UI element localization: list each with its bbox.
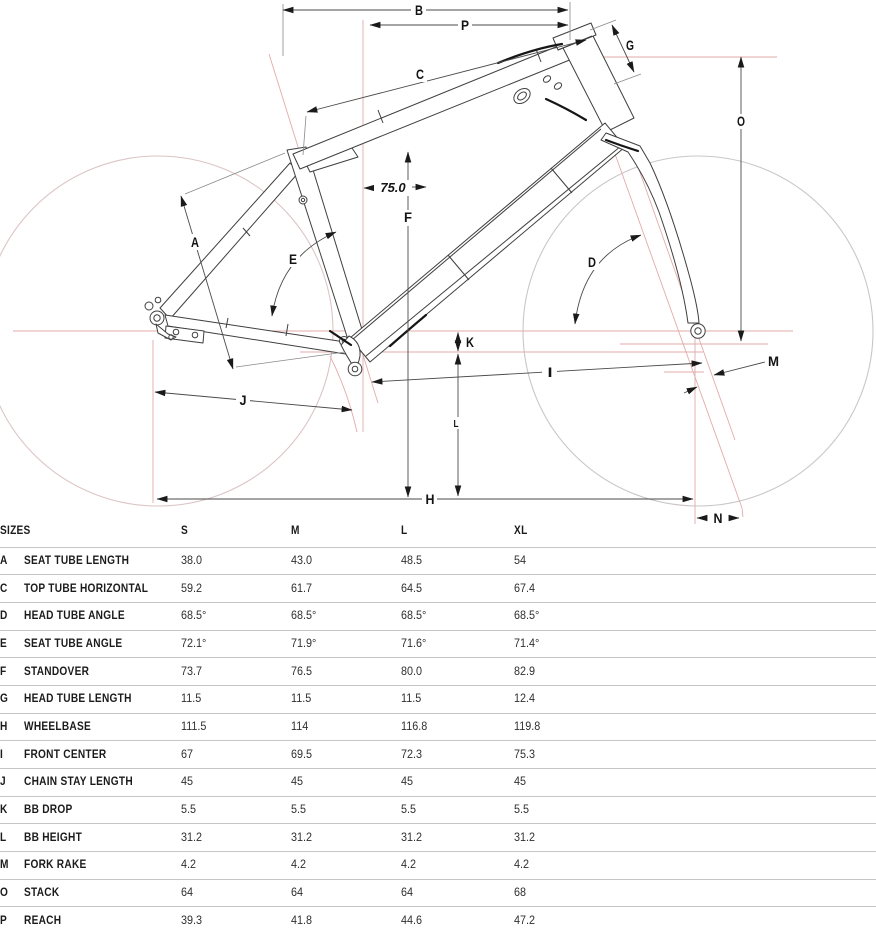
dim-j-line <box>155 392 352 410</box>
row-value <box>181 713 291 741</box>
row-value <box>181 685 291 713</box>
row-value-text: 47.2 <box>514 914 536 927</box>
row-letter-text: E <box>0 637 8 650</box>
row-name-text: SEAT TUBE LENGTH <box>24 554 130 567</box>
row-name-text: SEAT TUBE ANGLE <box>24 637 123 650</box>
row-value <box>291 741 401 769</box>
dim-label-i: I <box>547 364 553 380</box>
row-value <box>401 907 514 934</box>
table-row <box>0 685 876 713</box>
row-letter <box>0 879 24 907</box>
row-name <box>24 741 181 769</box>
col-header-l-label: L <box>401 524 408 537</box>
row-value <box>291 852 401 880</box>
row-value-text: 80.0 <box>401 665 423 678</box>
row-value-text: 39.3 <box>181 914 203 927</box>
row-value <box>181 741 291 769</box>
row-value <box>514 824 876 852</box>
row-value-text: 4.2 <box>181 859 197 872</box>
row-value-text: 31.2 <box>181 831 203 844</box>
dim-label-c: C <box>416 66 424 82</box>
row-value <box>401 879 514 907</box>
dim-d-arc <box>575 235 641 324</box>
col-header-xl-label: XL <box>514 524 528 537</box>
row-value <box>514 630 876 658</box>
row-letter <box>0 769 24 797</box>
row-value-text: 44.6 <box>401 914 423 927</box>
row-letter-text: M <box>0 859 9 872</box>
row-value-text: 68.5° <box>514 610 540 623</box>
table-row <box>0 824 876 852</box>
row-value <box>514 685 876 713</box>
row-name <box>24 879 181 907</box>
row-name-text: FRONT CENTER <box>24 748 107 761</box>
table-row <box>0 769 876 797</box>
row-value-text: 43.0 <box>291 554 313 567</box>
row-name <box>24 713 181 741</box>
col-header-s-label: S <box>181 524 189 537</box>
row-value-text: 59.2 <box>181 582 203 595</box>
table-row <box>0 741 876 769</box>
reference-lines <box>13 20 793 524</box>
row-letter <box>0 575 24 603</box>
table-row <box>0 879 876 907</box>
row-value-text: 5.5 <box>181 804 197 817</box>
sizes-header-label: SIZES <box>0 524 31 537</box>
col-header-xl <box>514 515 876 547</box>
col-header-m-label: M <box>291 524 300 537</box>
row-value <box>401 713 514 741</box>
row-value-text: 12.4 <box>514 693 536 706</box>
row-value-text: 45 <box>401 776 414 789</box>
row-value-text: 41.8 <box>291 914 313 927</box>
row-value <box>514 602 876 630</box>
dim-label-d: D <box>588 254 596 270</box>
row-value-text: 45 <box>514 776 527 789</box>
row-value-text: 45 <box>181 776 194 789</box>
row-name <box>24 575 181 603</box>
row-value-text: 38.0 <box>181 554 203 567</box>
row-value <box>401 575 514 603</box>
row-value-text: 45 <box>291 776 304 789</box>
row-name-text: WHEELBASE <box>24 720 92 733</box>
row-name <box>24 547 181 575</box>
row-value <box>291 796 401 824</box>
row-name-text: BB HEIGHT <box>24 831 83 844</box>
sizes-header-cell <box>0 515 181 547</box>
row-value <box>401 824 514 852</box>
row-value-text: 4.2 <box>401 859 417 872</box>
row-value <box>181 630 291 658</box>
row-name-text: REACH <box>24 914 62 927</box>
row-value <box>291 630 401 658</box>
dim-label-b: B <box>415 2 423 18</box>
row-value <box>514 547 876 575</box>
row-letter <box>0 713 24 741</box>
row-letter-text: A <box>0 554 8 567</box>
row-letter <box>0 547 24 575</box>
row-value-text: 68 <box>514 887 527 900</box>
table-row <box>0 547 876 575</box>
row-name-text: BB DROP <box>24 804 73 817</box>
col-header-l <box>401 515 514 547</box>
row-value <box>291 907 401 934</box>
table-row <box>0 658 876 686</box>
row-value-text: 64 <box>291 887 304 900</box>
dim-label-a: A <box>191 234 199 250</box>
row-value-text: 68.5° <box>181 610 207 623</box>
row-value-text: 31.2 <box>514 831 536 844</box>
row-letter-text: O <box>0 887 9 900</box>
row-value <box>401 658 514 686</box>
row-value <box>514 741 876 769</box>
dim-label-75: 75.0 <box>380 180 406 195</box>
row-letter-text: L <box>0 831 7 844</box>
row-letter <box>0 685 24 713</box>
row-value-text: 11.5 <box>181 693 202 706</box>
down-tube <box>350 123 625 362</box>
row-value <box>181 658 291 686</box>
row-value <box>401 741 514 769</box>
fork <box>601 133 699 323</box>
row-name <box>24 658 181 686</box>
row-value-text: 69.5 <box>291 748 313 761</box>
col-header-m <box>291 515 401 547</box>
row-name <box>24 685 181 713</box>
row-value <box>514 796 876 824</box>
row-value-text: 61.7 <box>291 582 313 595</box>
geometry-table-body <box>0 547 876 934</box>
dim-label-g: G <box>626 37 635 53</box>
row-value-text: 75.3 <box>514 748 536 761</box>
row-value <box>514 658 876 686</box>
row-letter <box>0 741 24 769</box>
row-value-text: 72.3 <box>401 748 423 761</box>
row-letter-text: F <box>0 665 7 678</box>
row-letter <box>0 824 24 852</box>
row-letter-text: H <box>0 720 8 733</box>
row-value-text: 31.2 <box>401 831 423 844</box>
row-value-text: 111.5 <box>181 720 207 733</box>
seat-tube <box>287 147 368 352</box>
row-letter-text: D <box>0 610 8 623</box>
row-value <box>401 852 514 880</box>
row-value <box>514 713 876 741</box>
row-value <box>291 658 401 686</box>
row-name-text: STACK <box>24 887 60 900</box>
dim-label-o: O <box>737 113 746 129</box>
row-value-text: 73.7 <box>181 665 203 678</box>
row-value <box>514 575 876 603</box>
row-value <box>401 769 514 797</box>
row-value <box>514 852 876 880</box>
row-value-text: 5.5 <box>401 804 417 817</box>
row-value-text: 4.2 <box>291 859 307 872</box>
row-value <box>181 769 291 797</box>
row-value-text: 71.9° <box>291 637 317 650</box>
row-value-text: 54 <box>514 554 527 567</box>
geometry-table <box>0 515 876 934</box>
row-letter <box>0 602 24 630</box>
dim-label-m: M <box>768 353 779 369</box>
row-value <box>181 575 291 603</box>
row-value <box>181 879 291 907</box>
row-value-text: 64 <box>181 887 194 900</box>
row-name-text: STANDOVER <box>24 665 90 678</box>
row-value <box>291 879 401 907</box>
row-value-text: 119.8 <box>514 720 541 733</box>
dim-label-f: F <box>404 209 413 225</box>
table-row <box>0 852 876 880</box>
row-name <box>24 602 181 630</box>
row-name <box>24 824 181 852</box>
row-value <box>401 602 514 630</box>
row-letter <box>0 658 24 686</box>
row-letter <box>0 630 24 658</box>
row-value <box>291 575 401 603</box>
row-value <box>514 907 876 934</box>
dim-label-j: J <box>239 392 247 408</box>
dim-label-p: P <box>461 17 469 33</box>
row-value <box>514 769 876 797</box>
table-row <box>0 713 876 741</box>
row-value-text: 4.2 <box>514 859 530 872</box>
table-row <box>0 602 876 630</box>
row-value-text: 82.9 <box>514 665 536 678</box>
row-name <box>24 769 181 797</box>
row-value <box>291 769 401 797</box>
row-name-text: FORK RAKE <box>24 859 87 872</box>
row-value-text: 11.5 <box>401 693 422 706</box>
row-letter-text: I <box>0 748 4 761</box>
row-value <box>401 547 514 575</box>
row-name <box>24 907 181 934</box>
row-value-text: 64.5 <box>401 582 423 595</box>
row-value-text: 114 <box>291 720 309 733</box>
dim-m-leader <box>714 362 765 375</box>
row-value <box>181 602 291 630</box>
row-letter-text: C <box>0 582 8 595</box>
dim-label-k: K <box>466 334 474 350</box>
row-value <box>181 547 291 575</box>
row-value <box>401 796 514 824</box>
row-value <box>291 713 401 741</box>
row-value-text: 71.4° <box>514 637 540 650</box>
table-row <box>0 907 876 934</box>
row-value <box>291 547 401 575</box>
row-name-text: HEAD TUBE LENGTH <box>24 693 132 706</box>
front-axle <box>691 324 705 338</box>
row-name-text: TOP TUBE HORIZONTAL <box>24 582 149 595</box>
row-letter-text: P <box>0 914 8 927</box>
row-value <box>181 796 291 824</box>
row-value <box>401 630 514 658</box>
row-letter-text: G <box>0 693 9 706</box>
row-name-text: HEAD TUBE ANGLE <box>24 610 125 623</box>
row-value <box>291 685 401 713</box>
seat-stay <box>160 163 299 319</box>
row-value-text: 116.8 <box>401 720 428 733</box>
dim-label-e: E <box>289 251 297 267</box>
row-value-text: 5.5 <box>514 804 530 817</box>
col-header-s <box>181 515 291 547</box>
dim-i-line <box>372 363 702 382</box>
geometry-table-header <box>0 515 876 547</box>
table-row <box>0 796 876 824</box>
row-value-text: 11.5 <box>291 693 312 706</box>
top-tube <box>293 42 577 169</box>
row-value <box>181 907 291 934</box>
row-name <box>24 796 181 824</box>
row-value-text: 5.5 <box>291 804 307 817</box>
row-value <box>291 824 401 852</box>
row-letter-text: K <box>0 804 8 817</box>
row-value-text: 31.2 <box>291 831 313 844</box>
dim-label-l: L <box>453 419 459 430</box>
row-value-text: 67.4 <box>514 582 536 595</box>
header-row <box>0 515 876 547</box>
row-value-text: 67 <box>181 748 194 761</box>
row-value-text: 71.6° <box>401 637 427 650</box>
row-value <box>181 852 291 880</box>
row-letter-text: J <box>0 776 6 789</box>
row-name <box>24 852 181 880</box>
row-value-text: 72.1° <box>181 637 207 650</box>
row-name-text: CHAIN STAY LENGTH <box>24 776 133 789</box>
row-letter <box>0 852 24 880</box>
dim-label-h: H <box>425 491 435 507</box>
row-value-text: 48.5 <box>401 554 423 567</box>
row-value-text: 76.5 <box>291 665 313 678</box>
row-value <box>401 685 514 713</box>
row-name <box>24 630 181 658</box>
row-value-text: 64 <box>401 887 414 900</box>
row-letter <box>0 907 24 934</box>
dim-label-n: N <box>713 510 723 526</box>
table-row <box>0 575 876 603</box>
row-value <box>181 824 291 852</box>
table-row <box>0 630 876 658</box>
row-value-text: 68.5° <box>291 610 317 623</box>
row-value-text: 68.5° <box>401 610 427 623</box>
row-letter <box>0 796 24 824</box>
row-value <box>514 879 876 907</box>
row-value <box>291 602 401 630</box>
